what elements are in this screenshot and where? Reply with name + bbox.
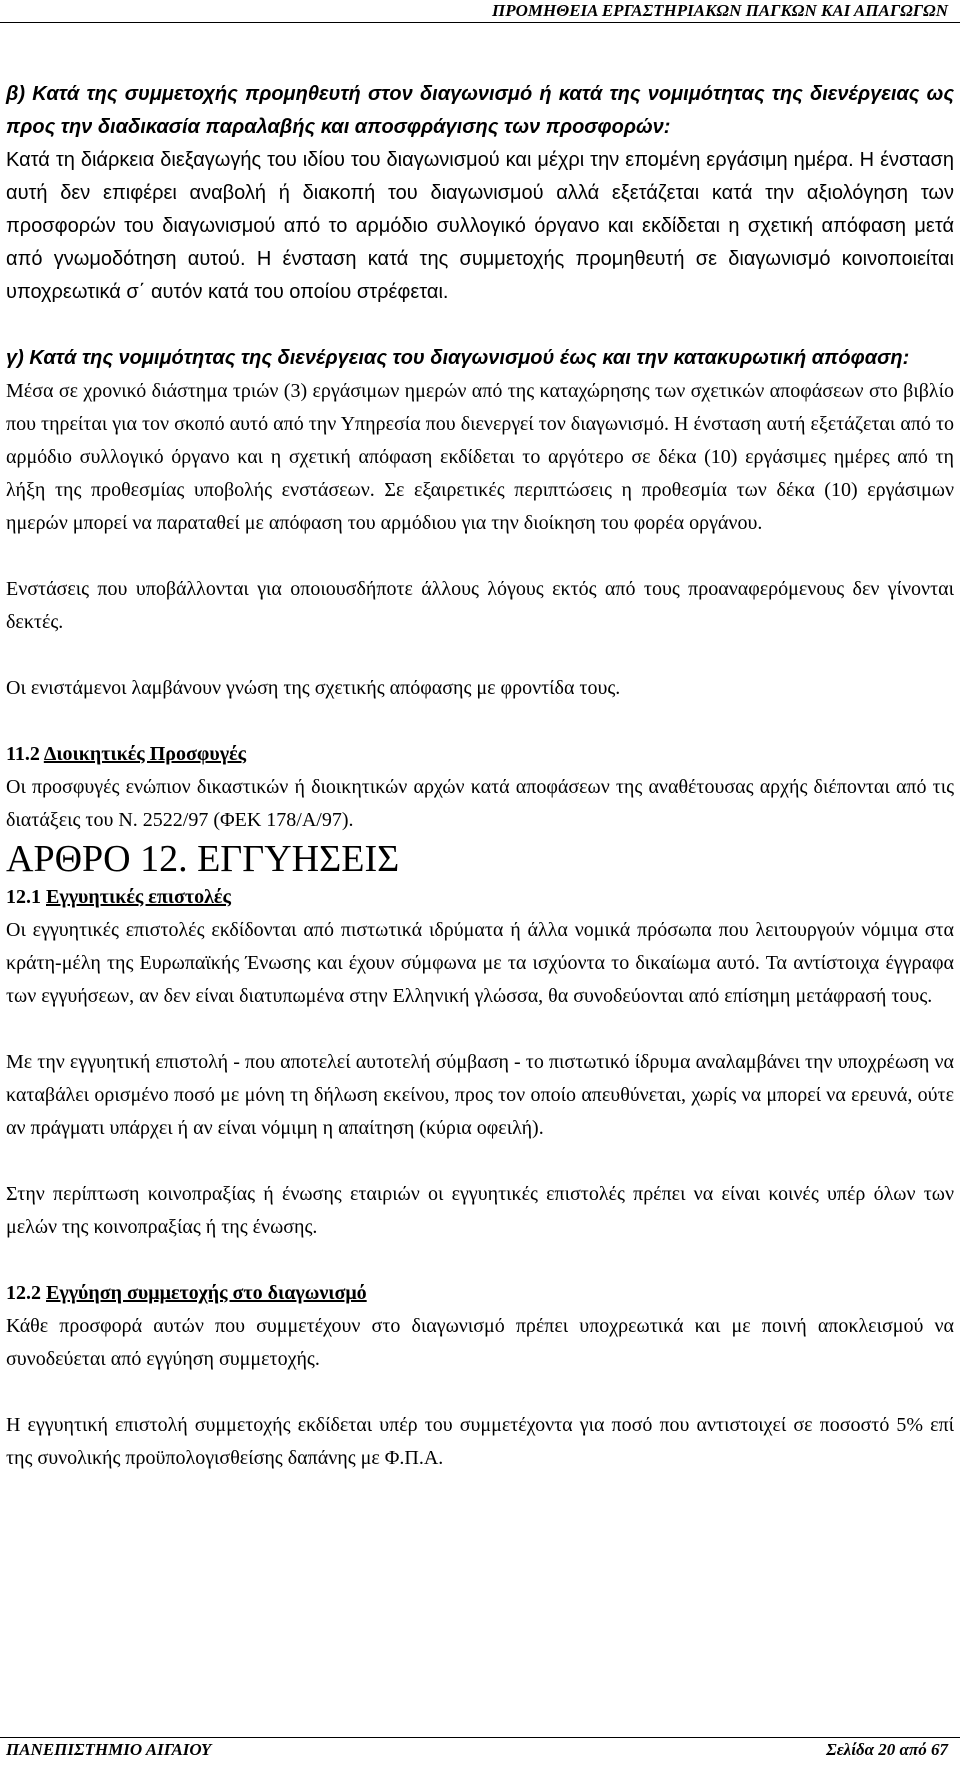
section-b-body: Κατά τη διάρκεια διεξαγωγής του ιδίου του διαγωνισμού και μέχρι την επομένη εργάσιμη ημέρα. Η ένσταση αυτή δεν επιφέρει αναβολή ή διακοπή του διαγωνισμού αλλά εξετάζεται κατά την αξιολόγηση των προσφορών του διαγωνισμού από το αρμόδιο συλλογικό όργανο και εκδίδεται η σχετική απόφαση μετά από γνωμοδότηση αυτού. Η ένσταση κατά της συμμετοχής προμηθευτή σε διαγωνισμό κοινοποιείται υποχρεωτικά σ΄ αυτόν κατά του οποίου στρέφεται. bbox=[6, 149, 954, 303]
article-12-title: ΑΡΘΡΟ 12. ΕΓΓΥΗΣΕΙΣ bbox=[6, 838, 400, 880]
section-12-1-paragraph-2: Με την εγγυητική επιστολή - που αποτελεί αυτοτελή σύμβαση - το πιστωτικό ίδρυμα αναλαμβάνει την υποχρέωση να καταβάλει ορισμένο ποσό με μόνη τη δήλωση εκείνου, προς τον οποίο απευθύνεται, χωρίς να μπορεί να ερευνά, ούτε αν πράγματι υπάρχει ή αν είναι νόμιμη η απαίτηση (κύρια οφειλή). bbox=[6, 1051, 954, 1139]
header-rule bbox=[0, 22, 960, 23]
section-c-body: Μέσα σε χρονικό διάστημα τριών (3) εργάσιμων ημερών από της καταχώρησης των σχετικών αποφάσεων στο βιβλίο που τηρείται για τον σκοπό αυτό από την Υπηρεσία που διενεργεί τον διαγωνισμό. Η ένσταση αυτή εξετάζεται από το αρμόδιο συλλογικό όργανο και η σχετική απόφαση εκδίδεται το αργότερο σε δέκα (10) εργάσιμες ημέρες από τη λήξη της προθεσμίας υποβολής ενστάσεων. Σε εξαιρετικές περιπτώσεις η προθεσμία των δέκα (10) εργάσιμων ημερών μπορεί να παραταθεί με απόφαση του αρμόδιου για την διοίκηση του φορέα οργάνου. bbox=[6, 380, 954, 534]
section-c-heading: γ) Κατά της νομιμότητας της διενέργειας του διαγωνισμού έως και την κατακυρωτική απόφαση: bbox=[6, 347, 910, 369]
section-12-2-paragraph-1: Κάθε προσφορά αυτών που συμμετέχουν στο διαγωνισμό πρέπει υποχρεωτικά και με ποινή αποκλεισμού να συνοδεύεται από εγγύηση συμμετοχής. bbox=[6, 1315, 954, 1370]
footer-institution: ΠΑΝΕΠΙΣΤΗΜΙΟ ΑΙΓΑΙΟΥ bbox=[6, 1740, 212, 1759]
section-12-2-heading bbox=[6, 1277, 954, 1310]
document-body bbox=[6, 78, 954, 1475]
section-12-2-title: Εγγύηση συμμετοχής στο διαγωνισμό bbox=[46, 1282, 367, 1304]
page-footer bbox=[0, 1737, 960, 1762]
section-11-2-number: 11.2 bbox=[6, 743, 40, 765]
section-11-2-title: Διοικητικές Προσφυγές bbox=[43, 743, 247, 765]
section-12-2-paragraph-2: Η εγγυητική επιστολή συμμετοχής εκδίδεται υπέρ του συμμετέχοντα για ποσό που αντιστοιχεί σε ποσοστό 5% επί της συνολικής προϋπολογισθείσης δαπάνης με Φ.Π.Α. bbox=[6, 1414, 954, 1469]
footer-page-number: Σελίδα 20 από 67 bbox=[826, 1740, 948, 1759]
section-11-2-body: Οι προσφυγές ενώπιον δικαστικών ή διοικητικών αρχών κατά αποφάσεων της αναθέτουσας αρχής διέπονται από τις διατάξεις του Ν. 2522/97 (ΦΕΚ 178/Α/97). bbox=[6, 776, 954, 831]
paragraph-notification: Οι ενιστάμενοι λαμβάνουν γνώση της σχετικής απόφασης με φροντίδα τους. bbox=[6, 677, 621, 699]
section-12-1-title: Εγγυητικές επιστολές bbox=[46, 886, 231, 908]
section-12-1-paragraph-1: Οι εγγυητικές επιστολές εκδίδονται από πιστωτικά ιδρύματα ή άλλα νομικά πρόσωπα που λειτουργούν νόμιμα στα κράτη-μέλη της Ευρωπαϊκής Ένωσης και έχουν σύμφωνα με τα ισχύοντα το δικαίωμα αυτό. Τα αντίστοιχα έγγραφα των εγγυήσεων, αν δεν είναι διατυπωμένα στην Ελληνική γλώσσα, θα συνοδεύονται από επίσημη μετάφρασή τους. bbox=[6, 919, 954, 1007]
section-12-1-paragraph-3: Στην περίπτωση κοινοπραξίας ή ένωσης εταιριών οι εγγυητικές επιστολές πρέπει να είναι κοινές υπέρ όλων των μελών της κοινοπραξίας ή της ένωσης. bbox=[6, 1183, 954, 1238]
paragraph-objections-other: Ενστάσεις που υποβάλλονται για οποιουσδήποτε άλλους λόγους εκτός από τους προαναφερόμενους δεν γίνονται δεκτές. bbox=[6, 578, 954, 633]
section-b-heading: β) Κατά της συμμετοχής προμηθευτή στον διαγωνισμό ή κατά της νομιμότητας της διενέργειας ως προς την διαδικασία παραλαβής και αποσφράγισης των προσφορών: bbox=[6, 83, 954, 138]
section-11-2-heading bbox=[6, 738, 954, 771]
header-title: ΠΡΟΜΗΘΕΙΑ ΕΡΓΑΣΤΗΡΙΑΚΩΝ ΠΑΓΚΩΝ ΚΑΙ ΑΠΑΓΩΓΩΝ bbox=[492, 1, 948, 20]
section-12-1-heading bbox=[6, 881, 954, 914]
page-header bbox=[0, 0, 960, 22]
section-12-2-number: 12.2 bbox=[6, 1282, 41, 1304]
section-12-1-number: 12.1 bbox=[6, 886, 41, 908]
